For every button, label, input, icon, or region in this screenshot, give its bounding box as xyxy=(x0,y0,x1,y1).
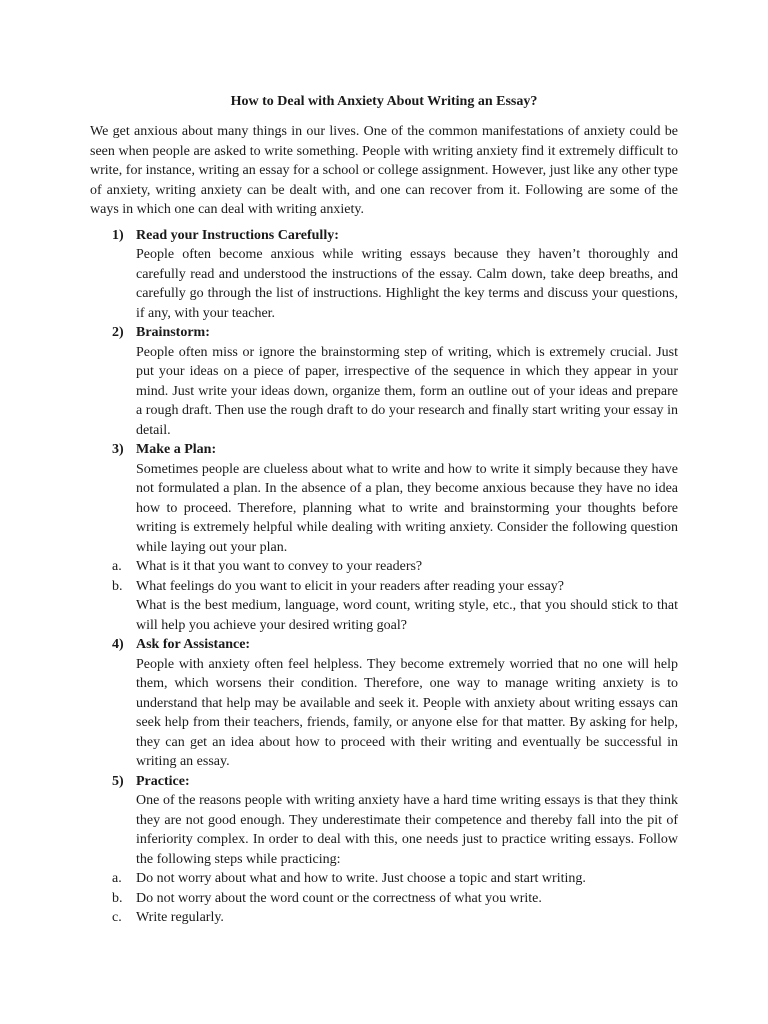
section-2 xyxy=(90,323,678,440)
section-heading: Read your Instructions Carefully: xyxy=(136,227,339,243)
section-number: 3) xyxy=(112,442,124,457)
section-1 xyxy=(90,226,678,324)
list-item-text: What is it that you want to convey to your readers? xyxy=(136,559,423,574)
document-title: How to Deal with Anxiety About Writing an Essay? xyxy=(230,94,538,109)
section-body: People with anxiety often feel helpless. They become extremely worried that no one will help them, which worsens their condition. Therefore, one way to manage writing anxiety is to understand that help may be available and seek it. People with anxiety about writing essays can seek help from their teachers, friends, family, or anyone else for that matter. By asking for help, they can get an idea about how to proceed with their writing and eventually be successful in writing an essay. xyxy=(136,656,678,769)
list-item-text: Do not worry about the word count or the correctness of what you write. xyxy=(136,890,542,906)
section-5 xyxy=(90,772,678,870)
list-item xyxy=(90,557,678,577)
list-item-letter: c. xyxy=(112,910,122,925)
list-item-letter: b. xyxy=(112,890,123,906)
section-number: 5) xyxy=(112,773,124,789)
section-3 xyxy=(90,440,678,557)
section-heading: Brainstorm: xyxy=(136,325,210,340)
list-item xyxy=(90,889,678,909)
section-body: Sometimes people are clueless about what to write and how to write it simply because they have not formulated a plan. In the absence of a plan, they become anxious because they have no idea how to proceed. Therefore, planning what to write and brainstorming your thoughts before writing is extremely helpful while dealing with writing anxiety. Consider the following question while laying out your plan. xyxy=(136,461,678,555)
section-heading: Practice: xyxy=(136,773,190,789)
list-item xyxy=(90,577,678,597)
section-3-sublist xyxy=(90,557,678,596)
section-number: 4) xyxy=(112,637,124,652)
section-heading: Make a Plan: xyxy=(136,442,217,457)
list-item xyxy=(90,908,678,928)
section-body: One of the reasons people with writing anxiety have a hard time writing essays is that they think they are not good enough. They underestimate their competence and thereby fall into the pit of inferiority complex. In order to deal with this, one needs just to practice writing essays. Follow the following steps while practicing: xyxy=(136,793,678,867)
list-item-letter: b. xyxy=(112,578,123,594)
document-page xyxy=(90,92,678,928)
section-body: People often miss or ignore the brainstorming step of writing, which is extremely crucial. Just put your ideas on a piece of paper, irrespective of the sequence in which they appear in your mind. Just write your ideas down, organize them, form an outline out of your ideas and prepare a rough draft. Then use the rough draft to do your research and finally start writing your essay in detail. xyxy=(136,344,678,438)
section-number: 1) xyxy=(112,227,124,243)
section-3-continuation xyxy=(90,596,678,635)
list-item xyxy=(90,869,678,889)
intro-paragraph: We get anxious about many things in our lives. One of the common manifestations of anxiety could be seen when people are asked to write something. People with writing anxiety find it extremely difficult to write, for instance, writing an essay for a school or college assignment. However, just like any other type of anxiety, writing anxiety can be dealt with, and one can recover from it. Following are some of the ways in which one can deal with writing anxiety. xyxy=(90,124,678,217)
section-4 xyxy=(90,635,678,772)
list-item-text: What feelings do you want to elicit in your readers after reading your essay? xyxy=(136,578,565,594)
section-number: 2) xyxy=(112,325,124,340)
section-body: People often become anxious while writing essays because they haven’t thoroughly and carefully read and understood the instructions of the essay. Calm down, take deep breaths, and carefully go through the list of instructions. Highlight the key terms and discuss your questions, if any, with your teacher. xyxy=(136,247,678,321)
section-5-sublist xyxy=(90,869,678,928)
section-body-continued: What is the best medium, language, word count, writing style, etc., that you should stick to that will help you achieve your desired writing goal? xyxy=(136,598,678,633)
list-item-letter: a. xyxy=(112,559,122,574)
list-item-text: Do not worry about what and how to write. Just choose a topic and start writing. xyxy=(136,871,586,886)
list-item-text: Write regularly. xyxy=(136,910,224,925)
list-item-letter: a. xyxy=(112,871,122,886)
section-heading: Ask for Assistance: xyxy=(136,637,251,652)
